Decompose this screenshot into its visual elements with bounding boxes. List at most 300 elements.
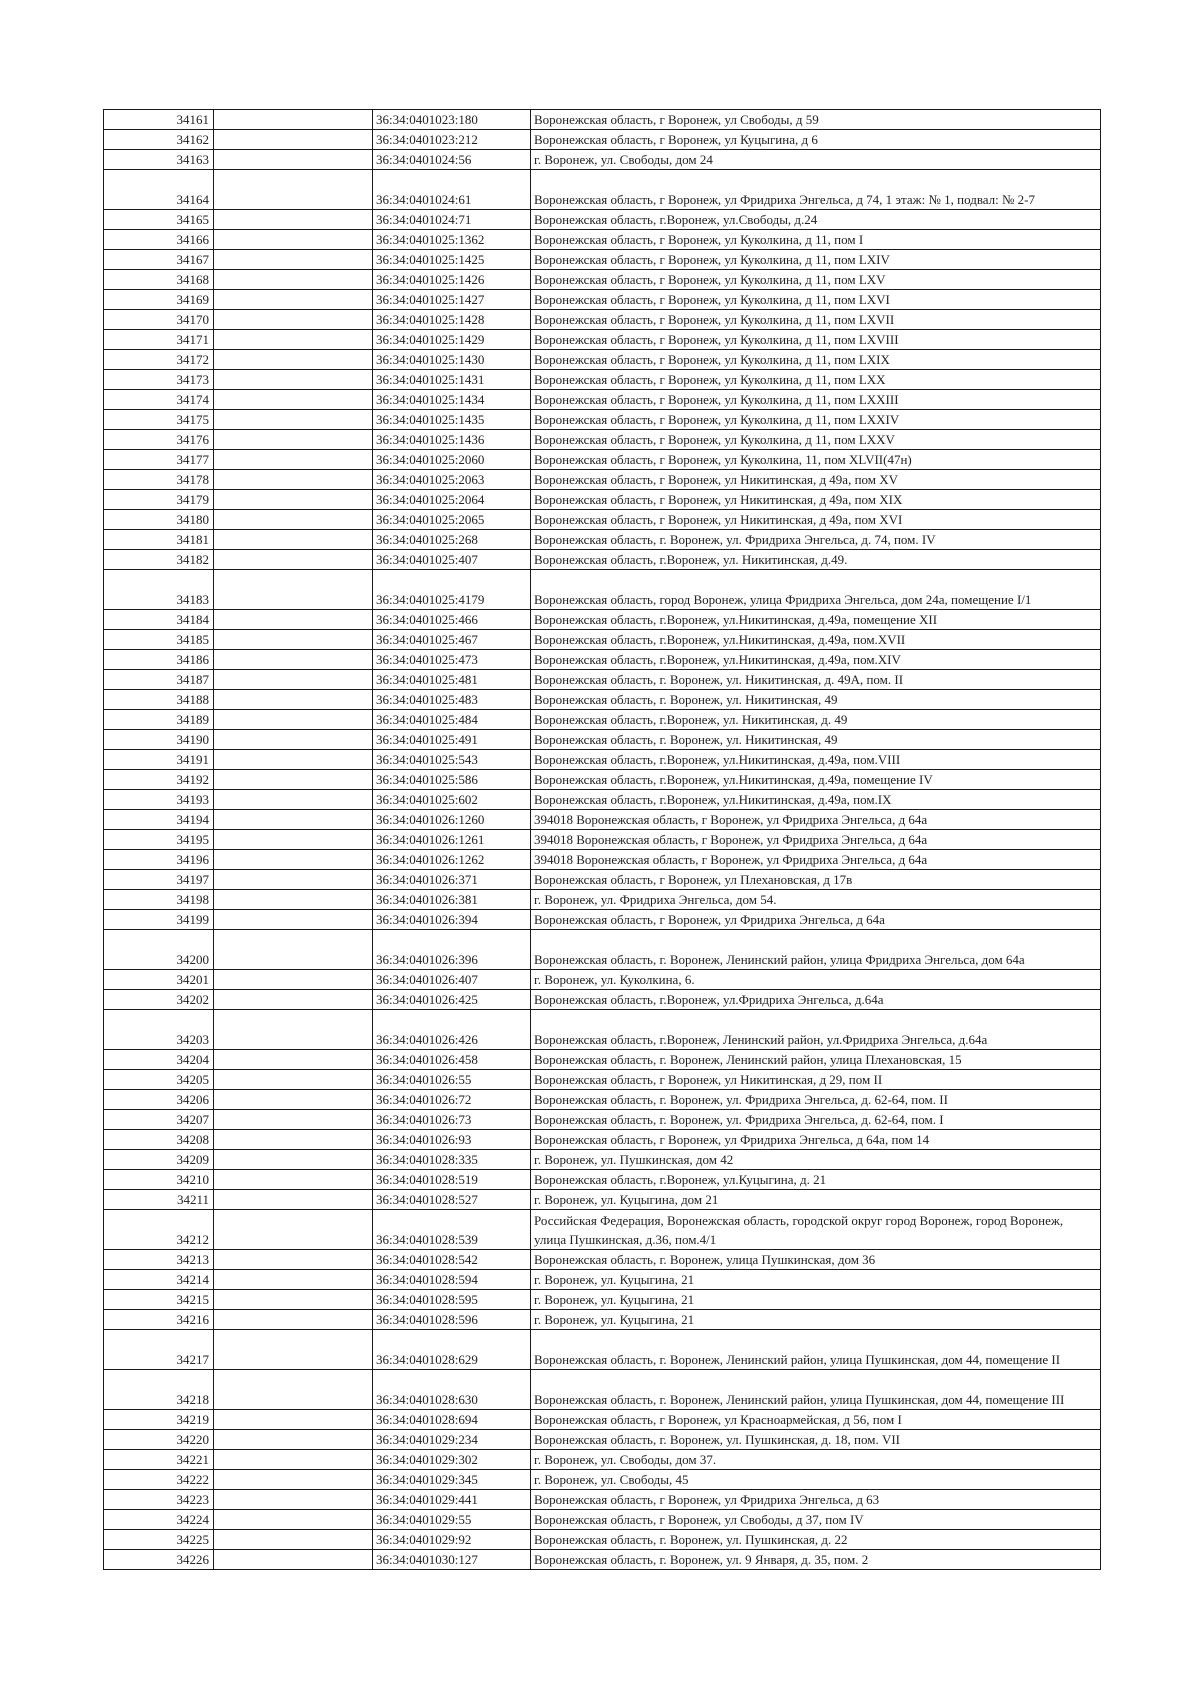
empty-cell [214,290,373,310]
empty-cell [214,1270,373,1290]
address-cell: Воронежская область, г Воронеж, ул Плехановская, д 17в [531,870,1101,890]
row-number-cell: 34220 [104,1430,214,1450]
empty-cell [214,530,373,550]
address-cell: 394018 Воронежская область, г Воронеж, ул Фридриха Энгельса, д 64а [531,850,1101,870]
empty-cell [214,1450,373,1470]
table-row [104,810,1101,830]
address-cell: Воронежская область, г. Воронеж, Ленинский район, улица Фридриха Энгельса, дом 64а [531,930,1101,970]
table-row [104,790,1101,810]
empty-cell [214,130,373,150]
row-number-cell: 34197 [104,870,214,890]
empty-cell [214,1070,373,1090]
row-number-cell: 34164 [104,170,214,210]
empty-cell [214,490,373,510]
cadastral-number-cell: 36:34:0401025:467 [373,630,531,650]
table-row [104,1470,1101,1490]
empty-cell [214,1410,373,1430]
cadastral-number-cell: 36:34:0401025:466 [373,610,531,630]
cadastral-number-cell: 36:34:0401026:1261 [373,830,531,850]
row-number-cell: 34212 [104,1210,214,1250]
cadastral-number-cell: 36:34:0401029:441 [373,1490,531,1510]
cadastral-number-cell: 36:34:0401026:73 [373,1110,531,1130]
empty-cell [214,210,373,230]
table-row [104,770,1101,790]
row-number-cell: 34214 [104,1270,214,1290]
row-number-cell: 34199 [104,910,214,930]
cadastral-number-cell: 36:34:0401026:426 [373,1010,531,1050]
address-cell: Воронежская область, г. Воронеж, Ленинский район, улица Пушкинская, дом 44, помещение II [531,1330,1101,1370]
cadastral-number-cell: 36:34:0401023:212 [373,130,531,150]
row-number-cell: 34169 [104,290,214,310]
table-row [104,910,1101,930]
row-number-cell: 34202 [104,990,214,1010]
table-row [104,290,1101,310]
empty-cell [214,1470,373,1490]
row-number-cell: 34179 [104,490,214,510]
table-row [104,1070,1101,1090]
table-row [104,630,1101,650]
table-row [104,670,1101,690]
cadastral-number-cell: 36:34:0401026:1262 [373,850,531,870]
cadastral-number-cell: 36:34:0401025:602 [373,790,531,810]
address-cell: Воронежская область, г. Воронеж, ул. Фридриха Энгельса, д. 62-64, пом. II [531,1090,1101,1110]
empty-cell [214,1010,373,1050]
empty-cell [214,150,373,170]
table-row [104,410,1101,430]
row-number-cell: 34224 [104,1510,214,1530]
address-cell: Воронежская область, г.Воронеж, ул.Фридриха Энгельса, д.64а [531,990,1101,1010]
address-cell: Воронежская область, г Воронеж, ул Свободы, д 37, пом IV [531,1510,1101,1530]
cadastral-number-cell: 36:34:0401026:381 [373,890,531,910]
address-cell: Воронежская область, г Воронеж, ул Никитинская, д 49а, пом XV [531,470,1101,490]
row-number-cell: 34206 [104,1090,214,1110]
row-number-cell: 34166 [104,230,214,250]
address-cell: Воронежская область, г.Воронеж, ул.Никитинская, д.49а, пом.XIV [531,650,1101,670]
cadastral-number-cell: 36:34:0401025:2064 [373,490,531,510]
empty-cell [214,790,373,810]
address-cell: Воронежская область, г.Воронеж, ул.Никитинская, д.49а, пом.VIII [531,750,1101,770]
row-number-cell: 34215 [104,1290,214,1310]
address-cell: Воронежская область, г. Воронеж, Ленинский район, улица Плехановская, 15 [531,1050,1101,1070]
table-row [104,1510,1101,1530]
cadastral-number-cell: 36:34:0401026:396 [373,930,531,970]
address-cell: Воронежская область, г Воронеж, ул Куцыгина, д 6 [531,130,1101,150]
empty-cell [214,470,373,490]
address-cell: Воронежская область, г Воронеж, ул Фридриха Энгельса, д 64а [531,910,1101,930]
cadastral-number-cell: 36:34:0401023:180 [373,110,531,130]
row-number-cell: 34210 [104,1170,214,1190]
table-row [104,1250,1101,1270]
table-row [104,130,1101,150]
empty-cell [214,1550,373,1570]
empty-cell [214,1310,373,1330]
cadastral-number-cell: 36:34:0401025:483 [373,690,531,710]
empty-cell [214,930,373,970]
empty-cell [214,1510,373,1530]
empty-cell [214,370,373,390]
row-number-cell: 34223 [104,1490,214,1510]
cadastral-number-cell: 36:34:0401030:127 [373,1550,531,1570]
cadastral-number-cell: 36:34:0401024:61 [373,170,531,210]
cadastral-number-cell: 36:34:0401028:595 [373,1290,531,1310]
row-number-cell: 34171 [104,330,214,350]
cadastral-number-cell: 36:34:0401026:394 [373,910,531,930]
row-number-cell: 34170 [104,310,214,330]
empty-cell [214,830,373,850]
cadastral-number-cell: 36:34:0401025:407 [373,550,531,570]
cadastral-number-cell: 36:34:0401028:542 [373,1250,531,1270]
empty-cell [214,1250,373,1270]
empty-cell [214,570,373,610]
address-cell: г. Воронеж, ул. Куцыгина, 21 [531,1270,1101,1290]
address-cell: Воронежская область, г. Воронеж, ул. Пушкинская, д. 22 [531,1530,1101,1550]
row-number-cell: 34183 [104,570,214,610]
cadastral-number-cell: 36:34:0401026:93 [373,1130,531,1150]
address-cell: Воронежская область, г.Воронеж, ул.Куцыгина, д. 21 [531,1170,1101,1190]
address-cell: Воронежская область, г.Воронеж, Ленинский район, ул.Фридриха Энгельса, д.64а [531,1010,1101,1050]
table-row [104,370,1101,390]
table-row [104,550,1101,570]
empty-cell [214,1110,373,1130]
empty-cell [214,1490,373,1510]
cadastral-number-cell: 36:34:0401025:473 [373,650,531,670]
cadastral-number-cell: 36:34:0401025:4179 [373,570,531,610]
table-row [104,650,1101,670]
cadastral-number-cell: 36:34:0401025:484 [373,710,531,730]
address-cell: Воронежская область, г. Воронеж, ул. Никитинская, 49 [531,690,1101,710]
cadastral-number-cell: 36:34:0401025:2065 [373,510,531,530]
address-cell: Воронежская область, г. Воронеж, ул. Фридриха Энгельса, д. 62-64, пом. I [531,1110,1101,1130]
table-row [104,1310,1101,1330]
empty-cell [214,850,373,870]
empty-cell [214,870,373,890]
empty-cell [214,170,373,210]
address-cell: Воронежская область, г Воронеж, ул Куколкина, д 11, пом I [531,230,1101,250]
row-number-cell: 34174 [104,390,214,410]
cadastral-number-cell: 36:34:0401029:302 [373,1450,531,1470]
address-cell: Воронежская область, г Воронеж, ул Куколкина, д 11, пом LXXV [531,430,1101,450]
table-row [104,570,1101,610]
address-cell: Воронежская область, г.Воронеж, ул.Никитинская, д.49а, пом.IX [531,790,1101,810]
empty-cell [214,270,373,290]
row-number-cell: 34173 [104,370,214,390]
empty-cell [214,310,373,330]
row-number-cell: 34201 [104,970,214,990]
cadastral-number-cell: 36:34:0401025:1429 [373,330,531,350]
cadastral-number-cell: 36:34:0401029:92 [373,1530,531,1550]
row-number-cell: 34221 [104,1450,214,1470]
row-number-cell: 34168 [104,270,214,290]
table-row [104,1050,1101,1070]
address-cell: Воронежская область, г Воронеж, ул Никитинская, д 49а, пом XIX [531,490,1101,510]
cadastral-number-cell: 36:34:0401026:407 [373,970,531,990]
table-row [104,1450,1101,1470]
cadastral-number-cell: 36:34:0401025:491 [373,730,531,750]
table-row [104,870,1101,890]
table-row [104,110,1101,130]
address-cell: Воронежская область, г. Воронеж, ул. Никитинская, 49 [531,730,1101,750]
table-row [104,610,1101,630]
table-row [104,1090,1101,1110]
cadastral-number-cell: 36:34:0401025:2063 [373,470,531,490]
row-number-cell: 34186 [104,650,214,670]
row-number-cell: 34163 [104,150,214,170]
cadastral-number-cell: 36:34:0401025:2060 [373,450,531,470]
address-cell: г. Воронеж, ул. Куцыгина, дом 21 [531,1190,1101,1210]
cadastral-number-cell: 36:34:0401028:694 [373,1410,531,1430]
table-row [104,750,1101,770]
cadastral-number-cell: 36:34:0401028:594 [373,1270,531,1290]
row-number-cell: 34161 [104,110,214,130]
empty-cell [214,430,373,450]
empty-cell [214,770,373,790]
address-cell: Воронежская область, город Воронеж, улица Фридриха Энгельса, дом 24а, помещение I/1 [531,570,1101,610]
address-cell: Воронежская область, г Воронеж, ул Куколкина, д 11, пом LXIX [531,350,1101,370]
cadastral-number-cell: 36:34:0401028:539 [373,1210,531,1250]
address-cell: Воронежская область, г Воронеж, ул Красноармейская, д 56, пом I [531,1410,1101,1430]
table-row [104,1410,1101,1430]
empty-cell [214,510,373,530]
cadastral-number-cell: 36:34:0401029:55 [373,1510,531,1530]
address-cell: г. Воронеж, ул. Свободы, дом 24 [531,150,1101,170]
empty-cell [214,610,373,630]
empty-cell [214,970,373,990]
address-cell: Воронежская область, г.Воронеж, ул.Никитинская, д.49а, пом.XVII [531,630,1101,650]
row-number-cell: 34176 [104,430,214,450]
cadastral-number-cell: 36:34:0401025:1434 [373,390,531,410]
table-row [104,1170,1101,1190]
table-row [104,1130,1101,1150]
address-cell: Воронежская область, г Воронеж, ул Куколкина, д 11, пом LXXIV [531,410,1101,430]
address-cell: 394018 Воронежская область, г Воронеж, ул Фридриха Энгельса, д 64а [531,810,1101,830]
empty-cell [214,630,373,650]
table-row [104,690,1101,710]
empty-cell [214,750,373,770]
address-cell: г. Воронеж, ул. Пушкинская, дом 42 [531,1150,1101,1170]
empty-cell [214,890,373,910]
empty-cell [214,1210,373,1250]
empty-cell [214,1090,373,1110]
empty-cell [214,1150,373,1170]
table-row [104,270,1101,290]
address-cell: Воронежская область, г.Воронеж, ул. Никитинская, д. 49 [531,710,1101,730]
cadastral-number-cell: 36:34:0401025:1436 [373,430,531,450]
address-cell: г. Воронеж, ул. Куцыгина, 21 [531,1290,1101,1310]
table-row [104,970,1101,990]
row-number-cell: 34204 [104,1050,214,1070]
empty-cell [214,730,373,750]
property-table [103,109,1101,1570]
empty-cell [214,410,373,430]
address-cell: Воронежская область, г Воронеж, ул Фридриха Энгельса, д 74, 1 этаж: № 1, подвал: № 2-7 [531,170,1101,210]
address-cell: Воронежская область, г Воронеж, ул Куколкина, д 11, пом LXXIII [531,390,1101,410]
empty-cell [214,710,373,730]
table-row [104,330,1101,350]
row-number-cell: 34180 [104,510,214,530]
table-row [104,990,1101,1010]
row-number-cell: 34172 [104,350,214,370]
row-number-cell: 34196 [104,850,214,870]
cadastral-number-cell: 36:34:0401025:1431 [373,370,531,390]
address-cell: 394018 Воронежская область, г Воронеж, ул Фридриха Энгельса, д 64а [531,830,1101,850]
table-row [104,1490,1101,1510]
table-row [104,1150,1101,1170]
row-number-cell: 34181 [104,530,214,550]
address-cell: Воронежская область, г. Воронеж, ул. 9 Января, д. 35, пом. 2 [531,1550,1101,1570]
cadastral-number-cell: 36:34:0401025:481 [373,670,531,690]
row-number-cell: 34182 [104,550,214,570]
row-number-cell: 34175 [104,410,214,430]
address-cell: Воронежская область, г Воронеж, ул Куколкина, д 11, пом LXIV [531,250,1101,270]
table-row [104,250,1101,270]
row-number-cell: 34209 [104,1150,214,1170]
cadastral-number-cell: 36:34:0401028:335 [373,1150,531,1170]
row-number-cell: 34162 [104,130,214,150]
table-row [104,1110,1101,1130]
empty-cell [214,690,373,710]
table-row [104,470,1101,490]
address-cell: г. Воронеж, ул. Свободы, 45 [531,1470,1101,1490]
address-cell: Воронежская область, г Воронеж, ул Фридриха Энгельса, д 64а, пом 14 [531,1130,1101,1150]
cadastral-number-cell: 36:34:0401025:1427 [373,290,531,310]
row-number-cell: 34165 [104,210,214,230]
row-number-cell: 34216 [104,1310,214,1330]
row-number-cell: 34218 [104,1370,214,1410]
empty-cell [214,650,373,670]
cadastral-number-cell: 36:34:0401025:1425 [373,250,531,270]
table-row [104,1290,1101,1310]
row-number-cell: 34211 [104,1190,214,1210]
address-cell: г. Воронеж, ул. Свободы, дом 37. [531,1450,1101,1470]
table-row [104,150,1101,170]
cadastral-number-cell: 36:34:0401025:1430 [373,350,531,370]
row-number-cell: 34208 [104,1130,214,1150]
empty-cell [214,390,373,410]
empty-cell [214,110,373,130]
table-row [104,930,1101,970]
row-number-cell: 34222 [104,1470,214,1490]
row-number-cell: 34213 [104,1250,214,1270]
address-cell: Воронежская область, г.Воронеж, ул.Никитинская, д.49а, помещение XII [531,610,1101,630]
row-number-cell: 34205 [104,1070,214,1090]
row-number-cell: 34184 [104,610,214,630]
empty-cell [214,230,373,250]
table-row [104,710,1101,730]
table-row [104,890,1101,910]
cadastral-number-cell: 36:34:0401029:345 [373,1470,531,1490]
cadastral-number-cell: 36:34:0401025:586 [373,770,531,790]
address-cell: Воронежская область, г. Воронеж, ул. Фридриха Энгельса, д. 74, пом. IV [531,530,1101,550]
empty-cell [214,1170,373,1190]
table-row [104,490,1101,510]
table-row [104,210,1101,230]
table-row [104,450,1101,470]
cadastral-number-cell: 36:34:0401025:1428 [373,310,531,330]
address-cell: Воронежская область, г Воронеж, ул Никитинская, д 29, пом II [531,1070,1101,1090]
address-cell: г. Воронеж, ул. Куцыгина, 21 [531,1310,1101,1330]
empty-cell [214,1370,373,1410]
address-cell: Воронежская область, г.Воронеж, ул.Никитинская, д.49а, помещение IV [531,770,1101,790]
cadastral-number-cell: 36:34:0401028:629 [373,1330,531,1370]
row-number-cell: 34177 [104,450,214,470]
cadastral-number-cell: 36:34:0401026:55 [373,1070,531,1090]
cadastral-number-cell: 36:34:0401025:1362 [373,230,531,250]
row-number-cell: 34217 [104,1330,214,1370]
empty-cell [214,1130,373,1150]
address-cell: Воронежская область, г Воронеж, ул Куколкина, д 11, пом LXVII [531,310,1101,330]
address-cell: г. Воронеж, ул. Куколкина, 6. [531,970,1101,990]
empty-cell [214,1050,373,1070]
table-row [104,1330,1101,1370]
address-cell: Воронежская область, г.Воронеж, ул. Никитинская, д.49. [531,550,1101,570]
table-body [104,110,1101,1570]
table-row [104,230,1101,250]
cadastral-number-cell: 36:34:0401026:371 [373,870,531,890]
cadastral-number-cell: 36:34:0401024:56 [373,150,531,170]
table-row [104,430,1101,450]
empty-cell [214,250,373,270]
cadastral-number-cell: 36:34:0401025:1426 [373,270,531,290]
cadastral-number-cell: 36:34:0401025:1435 [373,410,531,430]
table-row [104,1270,1101,1290]
document-page [103,109,1100,1570]
row-number-cell: 34219 [104,1410,214,1430]
table-row [104,830,1101,850]
row-number-cell: 34225 [104,1530,214,1550]
table-row [104,850,1101,870]
address-cell: г. Воронеж, ул. Фридриха Энгельса, дом 54. [531,890,1101,910]
row-number-cell: 34185 [104,630,214,650]
table-row [104,730,1101,750]
table-row [104,530,1101,550]
address-cell: Воронежская область, г Воронеж, ул Куколкина, д 11, пом LXVIII [531,330,1101,350]
cadastral-number-cell: 36:34:0401028:596 [373,1310,531,1330]
cadastral-number-cell: 36:34:0401028:519 [373,1170,531,1190]
table-row [104,1550,1101,1570]
address-cell: Воронежская область, г Воронеж, ул Куколкина, 11, пом XLVII(47н) [531,450,1101,470]
empty-cell [214,330,373,350]
table-row [104,1530,1101,1550]
address-cell: Воронежская область, г Воронеж, ул Свободы, д 59 [531,110,1101,130]
row-number-cell: 34188 [104,690,214,710]
cadastral-number-cell: 36:34:0401029:234 [373,1430,531,1450]
row-number-cell: 34193 [104,790,214,810]
empty-cell [214,450,373,470]
empty-cell [214,1290,373,1310]
cadastral-number-cell: 36:34:0401026:72 [373,1090,531,1110]
address-cell: Воронежская область, г.Воронеж, ул.Свободы, д.24 [531,210,1101,230]
address-cell: Воронежская область, г Воронеж, ул Куколкина, д 11, пом LXV [531,270,1101,290]
table-row [104,1210,1101,1250]
address-cell: Воронежская область, г Воронеж, ул Куколкина, д 11, пом LXX [531,370,1101,390]
empty-cell [214,1430,373,1450]
empty-cell [214,550,373,570]
cadastral-number-cell: 36:34:0401025:543 [373,750,531,770]
table-row [104,350,1101,370]
table-row [104,510,1101,530]
cadastral-number-cell: 36:34:0401026:458 [373,1050,531,1070]
row-number-cell: 34226 [104,1550,214,1570]
row-number-cell: 34190 [104,730,214,750]
row-number-cell: 34195 [104,830,214,850]
address-cell: Воронежская область, г. Воронеж, Ленинский район, улица Пушкинская, дом 44, помещение III [531,1370,1101,1410]
cadastral-number-cell: 36:34:0401026:425 [373,990,531,1010]
table-row [104,390,1101,410]
cadastral-number-cell: 36:34:0401028:527 [373,1190,531,1210]
empty-cell [214,990,373,1010]
row-number-cell: 34200 [104,930,214,970]
empty-cell [214,670,373,690]
